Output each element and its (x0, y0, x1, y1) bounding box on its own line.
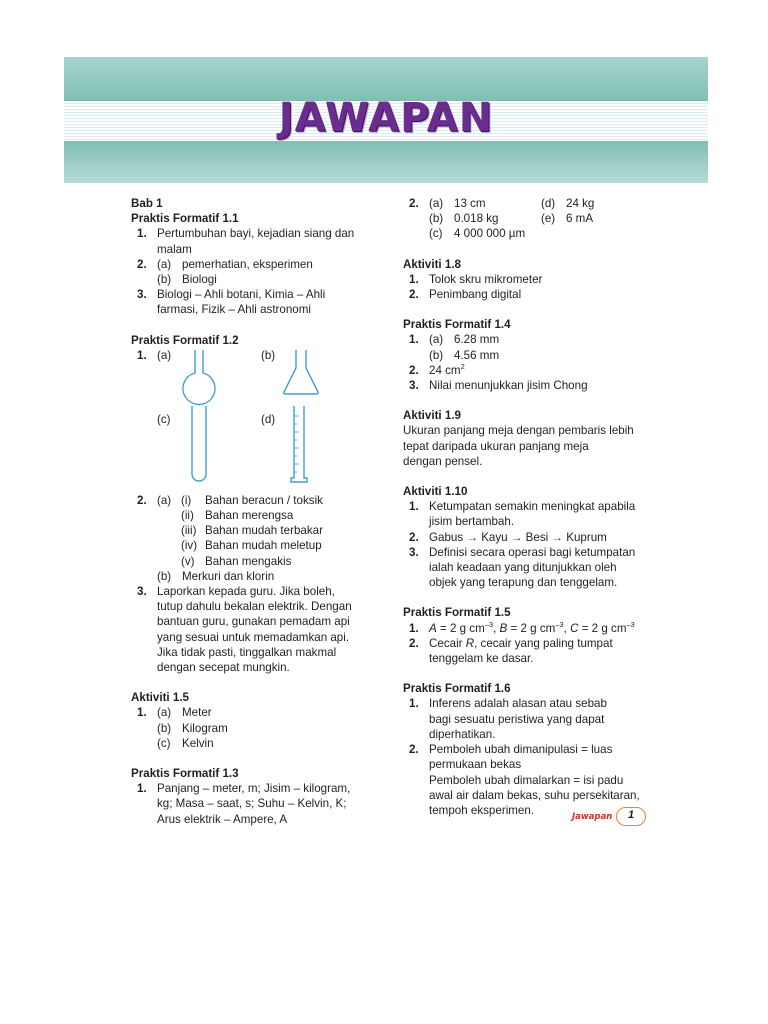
sub-label: (a) (157, 706, 172, 720)
test-tube-icon (187, 404, 211, 486)
page-title: JAWAPAN (278, 95, 494, 141)
footer-label: Jawapan (572, 812, 613, 822)
item-number: 1. (137, 348, 147, 362)
answer-text: Kelvin (182, 736, 214, 750)
answer-text: Kilogram (182, 721, 228, 735)
answer-text: Merkuri dan klorin (182, 569, 275, 583)
section-heading: Praktis Formatif 1.6 (403, 682, 511, 696)
value: = 2 g cm (507, 621, 556, 635)
answer-item (403, 272, 653, 287)
variable: C (570, 621, 579, 635)
item-number: 3. (409, 545, 419, 559)
answer-text: tenggelam ke dasar. (429, 652, 534, 666)
answer-text: 4.56 mm (454, 348, 500, 362)
sub-label: (b) (429, 348, 444, 362)
sub-label: (d) (541, 197, 556, 210)
answer-text: Biologi – Ahli botani, Kimia – Ahli (157, 288, 326, 302)
sub-label: (a) (157, 493, 172, 507)
answer-item (403, 696, 653, 742)
answer-text: dengan pensel. (403, 454, 483, 468)
answer-item (403, 363, 653, 378)
item-number: 1. (137, 227, 147, 241)
round-bottom-flask-icon (179, 348, 219, 408)
sub-label: (a) (429, 333, 444, 347)
answer-text: Biologi (182, 273, 217, 287)
answer-item (131, 781, 371, 827)
answer-text: Tolok skru mikrometer (429, 272, 543, 286)
section-heading: Aktiviti 1.10 (403, 485, 468, 499)
item-number: 1. (409, 333, 419, 347)
answer-item (131, 493, 371, 584)
answer-item (131, 287, 371, 317)
answer-item (403, 545, 653, 591)
answer-text: diperhatikan. (429, 727, 496, 741)
sub-label: (c) (157, 736, 171, 750)
sub-label: (b) (429, 212, 444, 226)
superscript: –3 (484, 619, 494, 629)
value: = 2 g cm (436, 621, 485, 635)
sub-label: (b) (157, 721, 172, 735)
answer-text: Bahan merengsa (205, 509, 294, 523)
item-number: 1. (137, 706, 147, 720)
answer-text: malam (157, 242, 192, 256)
separator: , (493, 621, 500, 635)
hazard-item (157, 554, 371, 569)
answer-item (403, 636, 653, 666)
answer-text: Pertumbuhan bayi, kejadian siang dan (157, 227, 355, 241)
answer-text: tepat daripada ukuran panjang meja (403, 439, 589, 453)
answer-text: kg; Masa – saat, s; Suhu – Kelvin, K; (157, 797, 347, 811)
sub-label: (c) (429, 227, 443, 241)
item-number: 1. (137, 782, 147, 796)
answer-text: 4 000 000 µm (454, 227, 526, 241)
answer-text: tutup dahulu bekalan elektrik. Dengan (157, 600, 352, 614)
answer-text: Bahan mudah terbakar (205, 524, 323, 538)
answer-text: 6 mA (566, 212, 594, 226)
sub-label: (b) (261, 348, 276, 362)
answer-item (131, 584, 371, 675)
answer-text: Laporkan kepada guru. Jika boleh, (157, 585, 335, 599)
sub-label: (b) (157, 569, 172, 583)
sub-label: (e) (541, 212, 556, 226)
sub-label: (b) (157, 273, 172, 287)
answer-text: 13 cm (454, 197, 486, 210)
answer-text: Gabus → Kayu → Besi → Kuprum (429, 530, 607, 544)
answer-text: Panjang – meter, m; Jisim – kilogram, (157, 782, 351, 796)
answer-text: permukaan bekas (429, 758, 522, 772)
answer-text: yang sesuai untuk memadamkan api. (157, 630, 350, 644)
section-heading: Aktiviti 1.8 (403, 257, 461, 271)
answer-item (403, 287, 653, 302)
item-number: 3. (137, 585, 147, 599)
answer-text: Ukuran panjang meja dengan pembaris lebih (403, 424, 634, 438)
item-number: 1. (409, 697, 419, 711)
answer-text: Cecair (429, 636, 466, 650)
measuring-cylinder-icon (287, 404, 311, 486)
answer-text: dengan secepat mungkin. (157, 661, 290, 675)
sub-label: (a) (157, 348, 172, 362)
item-number: 1. (409, 272, 419, 286)
header-banner (64, 57, 708, 183)
answer-item (131, 705, 371, 751)
item-number: 2. (137, 257, 147, 271)
item-number: 3. (409, 379, 419, 393)
answer-text: tempoh eksperimen. (429, 803, 535, 817)
answer-text: Bahan mengakis (205, 554, 292, 568)
roman-label: (ii) (181, 509, 194, 523)
roman-label: (iii) (181, 524, 197, 538)
answer-item (403, 196, 653, 242)
superscript: 2 (460, 361, 465, 371)
answer-text: Nilai menunjukkan jisim Chong (429, 379, 588, 393)
answer-item (403, 378, 653, 393)
value: = 2 g cm (578, 621, 627, 635)
answer-text: Pemboleh ubah dimanipulasi = luas (429, 743, 613, 757)
left-column (131, 196, 371, 827)
item-number: 1. (409, 500, 419, 514)
apparatus-figure (131, 348, 371, 486)
section-heading: Praktis Formatif 1.5 (403, 606, 511, 620)
hazard-item (157, 508, 371, 523)
sub-label: (a) (429, 197, 444, 210)
answer-text: objek yang terapung dan tenggelam. (429, 576, 618, 590)
chapter-heading: Bab 1 (131, 197, 163, 210)
hazard-item (157, 523, 371, 538)
section-heading: Praktis Formatif 1.1 (131, 212, 239, 226)
roman-label: (i) (181, 493, 192, 507)
answer-text: , cecair yang paling tumpat (474, 636, 613, 650)
section-heading: Praktis Formatif 1.3 (131, 767, 239, 781)
item-number: 2. (409, 636, 419, 650)
answer-text: 6.28 mm (454, 333, 500, 347)
density-values (429, 621, 653, 636)
section-heading: Aktiviti 1.5 (131, 691, 189, 705)
item-number: 2. (409, 530, 419, 544)
section-heading: Praktis Formatif 1.4 (403, 318, 511, 332)
answer-text: Jika tidak pasti, tinggalkan makmal (157, 645, 337, 659)
item-number: 3. (137, 288, 147, 302)
answer-text: farmasi, Fizik – Ahli astronomi (157, 303, 311, 317)
conical-flask-icon (281, 348, 321, 400)
sub-label: (c) (157, 412, 171, 426)
answer-text: Arus elektrik – Ampere, A (157, 812, 288, 826)
answer-text: bantuan guru, gunakan pemadam api (157, 615, 350, 629)
variable: R (465, 636, 475, 650)
separator: , (563, 621, 571, 635)
section-heading: Praktis Formatif 1.2 (131, 333, 239, 347)
superscript: –3 (555, 619, 564, 629)
answer-item (403, 530, 653, 545)
item-number: 2. (409, 197, 419, 210)
item-number: 2. (409, 288, 419, 302)
answer-text: Penimbang digital (429, 288, 522, 302)
answer-text: 0.018 kg (454, 212, 499, 226)
section-heading: Aktiviti 1.9 (403, 409, 461, 423)
answer-item (131, 226, 371, 256)
answer-item (403, 499, 653, 529)
page-footer (570, 806, 650, 828)
superscript: –3 (626, 619, 635, 629)
item-number: 2. (409, 743, 419, 757)
item-number: 1. (409, 621, 419, 635)
answer-text: Bahan beracun / toksik (205, 493, 323, 507)
variable: A (429, 621, 437, 635)
answer-text: Pemboleh ubah dimalarkan = isi padu (429, 773, 624, 787)
answer-text: Meter (182, 706, 212, 720)
answer-text: bagi sesuatu peristiwa yang dapat (429, 712, 605, 726)
hazard-list (157, 493, 371, 569)
answer-text: Inferens adalah alasan atau sebab (429, 697, 607, 711)
answer-item (131, 257, 371, 287)
answer-item (403, 621, 653, 636)
right-column (403, 196, 653, 818)
item-number: 2. (137, 493, 147, 507)
banner-bottom-band (64, 141, 708, 183)
roman-label: (v) (181, 554, 195, 568)
answer-text: pemerhatian, eksperimen (182, 257, 313, 271)
answer-text: 24 kg (566, 197, 595, 210)
page-number: 1 (627, 809, 635, 821)
variable: B (499, 621, 508, 635)
answer-text: jisim bertambah. (429, 515, 515, 529)
answer-text: Definisi secara operasi bagi ketumpatan (429, 545, 636, 559)
sub-label: (d) (261, 412, 276, 426)
answer-text: 24 cm (429, 363, 461, 377)
answer-text: Bahan mudah meletup (205, 539, 322, 553)
answer-text: awal air dalam bekas, suhu persekitaran, (429, 788, 640, 802)
answer-item (403, 332, 653, 362)
answer-text: Ketumpatan semakin meningkat apabila (429, 500, 636, 514)
answer-text: ialah keadaan yang ditunjukkan oleh (429, 561, 617, 575)
hazard-item (157, 493, 371, 508)
roman-label: (iv) (181, 539, 198, 553)
item-number: 2. (409, 363, 419, 377)
hazard-item (157, 538, 371, 553)
sub-label: (a) (157, 257, 172, 271)
